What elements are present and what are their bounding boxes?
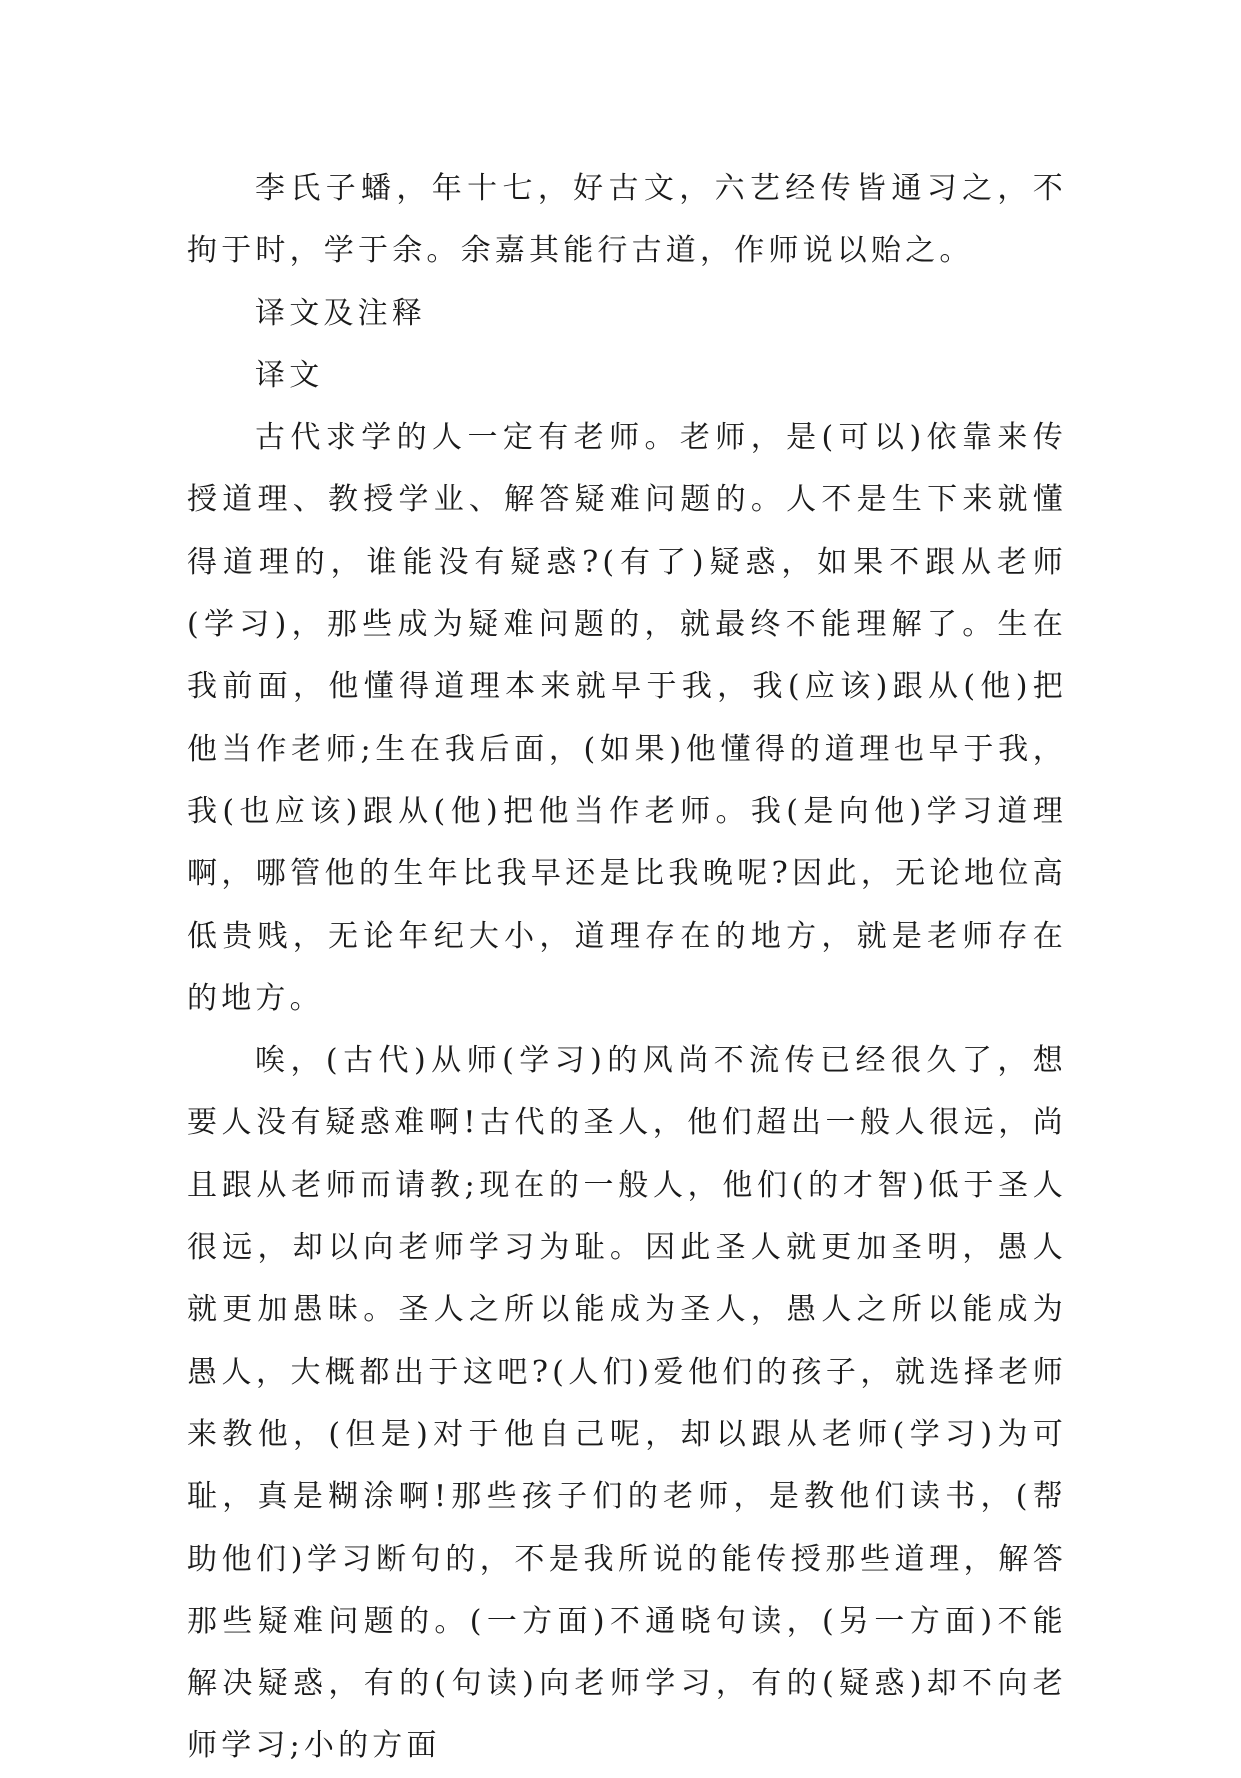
subheading-translation: 译文 (255, 357, 324, 393)
paragraph-translation-1: 古代求学的人一定有老师。老师，是(可以)依靠来传授道理、教授学业、解答疑难问题的。人不是生下来就懂得道理的，谁能没有疑惑?(有了)疑惑，如果不跟从老师(学习)，那些成为疑难问题的，就最终不能理解了。生在我前面，他懂得道理本来就早于我，我(应该)跟从(他)把他当作老师;生在我后面，(如果)他懂得的道理也早于我，我(也应该)跟从(他)把他当作老师。我(是向他)学习道理啊，哪管他的生年比我早还是比我晚呢?因此，无论地位高低贵贱，无论年纪大小，道理存在的地方，就是老师存在的地方。 (187, 420, 1067, 1016)
section-heading-translation-notes: 译文及注释 (255, 295, 426, 331)
paragraph-translation-2: 唉，(古代)从师(学习)的风尚不流传已经很久了，想要人没有疑惑难啊!古代的圣人，他们超出一般人很远，尚且跟从老师而请教;现在的一般人，他们(的才智)低于圣人很远，却以向老师学习为耻。因此圣人就更加圣明，愚人就更加愚昧。圣人之所以能成为圣人，愚人之所以能成为愚人，大概都出于这吧?(人们)爱他们的孩子，就选择老师来教他，(但是)对于他自己呢，却以跟从老师(学习)为可耻，真是糊涂啊!那些孩子们的老师，是教他们读书，(帮助他们)学习断句的，不是我所说的能传授那些道理，解答那些疑难问题的。(一方面)不通晓句读，(另一方面)不能解决疑惑，有的(句读)向老师学习，有的(疑惑)却不向老师学习;小的方面 (187, 1043, 1067, 1764)
document-body (187, 158, 1067, 1778)
paragraph-preface: 李氏子蟠，年十七，好古文，六艺经传皆通习之，不拘于时，学于余。余嘉其能行古道，作师说以贻之。 (187, 171, 1067, 269)
